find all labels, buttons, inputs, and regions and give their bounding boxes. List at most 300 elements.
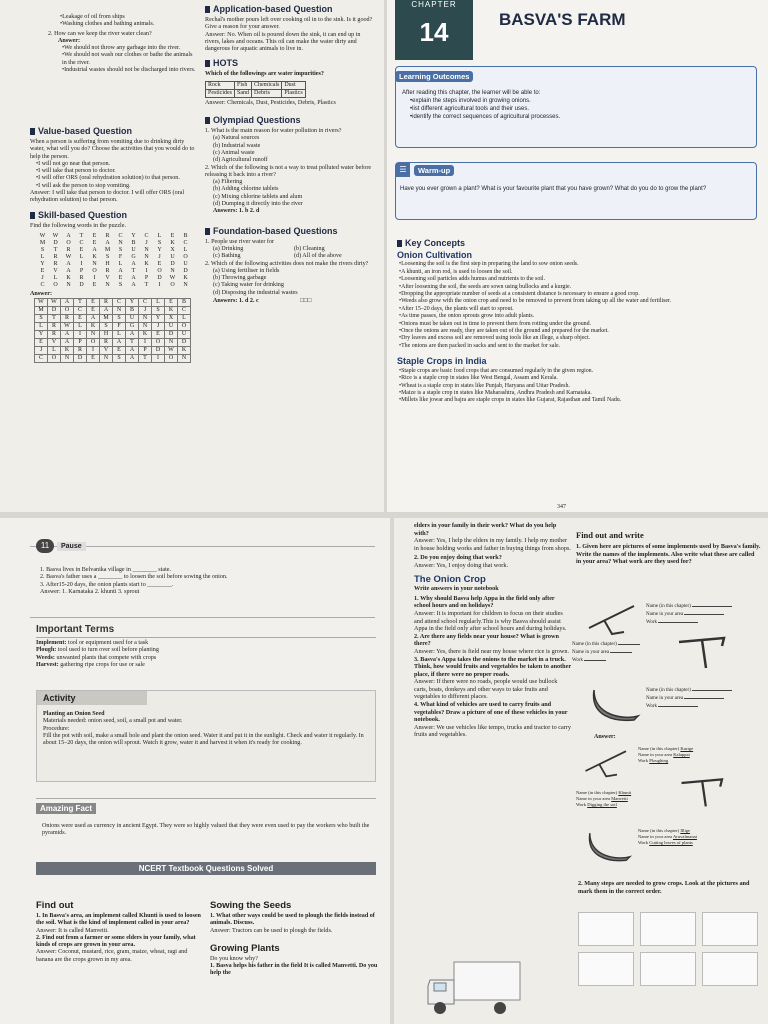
puzzle-letter: W	[52, 232, 59, 239]
puzzle-letter: G	[131, 253, 136, 260]
option: (d) Dumping it directly into the river	[213, 201, 303, 208]
list-item: • explain the steps involved in growing onions.	[410, 97, 756, 105]
list-item: • A khunti, an iron rod, is used to loosen the soil.	[399, 269, 757, 276]
top-question: elders in your family in their work? What do you help with?	[414, 522, 557, 537]
puzzle-letter: L	[118, 260, 123, 267]
puzzle-letter: X	[170, 246, 175, 253]
sowing-a1: Answer: Tractors can be used to plough the fields.	[210, 927, 333, 934]
puzzle-letter: W	[35, 299, 48, 307]
puzzle-letter: M	[104, 246, 111, 253]
puzzle-letter: P	[74, 339, 87, 347]
puzzle-letter: N	[144, 246, 149, 253]
olympiad-q2-options	[205, 179, 375, 208]
implement-labels: Name (in this chapter) Name in your area Work	[646, 602, 764, 626]
list-item: • After loosening the soil, the seeds are sown using bullocks and a kurgie.	[399, 284, 757, 291]
puzzle-letter: L	[74, 323, 87, 331]
list-item: • Once the onions are ready, they are taken out of the ground and prepared for the market.	[399, 328, 757, 335]
puzzle-letter: S	[157, 239, 162, 246]
list-item: • identify the correct sequences of agricultural processes.	[410, 113, 756, 121]
puzzle-letter: B	[178, 299, 191, 307]
br-left-column	[414, 522, 572, 739]
heading-marker-icon	[397, 240, 402, 247]
answer-label: Answer:	[30, 290, 53, 297]
sowing-q1: 1. What other ways could be used to plough the fields instead of animals. Discuss.	[210, 913, 375, 927]
pause-title: Pause	[57, 542, 86, 551]
chapter-label: CHAPTER	[411, 0, 457, 9]
activity-text: Fill the pot with soil, make a small hole and plant the onion seed. Water it and put it in the sunlight. Check and water it regularly. In about 15–20 days, the onion will sprout. Watch it grow, water it and harvest it when it's ready for cooking.	[43, 732, 364, 747]
value-section	[30, 124, 200, 363]
onion-crop-heading: The Onion Crop	[414, 573, 486, 585]
onion-q2: 2. Are there any fields near your house? What is grown there?	[414, 632, 559, 648]
puzzle-letter: G	[126, 323, 139, 331]
list-item: • Rice is a staple crop in states like West Bengal, Assam and Kerala.	[399, 375, 757, 382]
learning-outcomes-title: Learning Outcomes	[395, 71, 473, 82]
table-cell: Plastics	[282, 89, 305, 97]
puzzle-letter: K	[165, 307, 178, 315]
puzzle-row	[36, 247, 192, 254]
puzzle-letter: I	[74, 331, 87, 339]
puzzle-letter: W	[169, 274, 176, 281]
puzzle-letter: O	[152, 339, 165, 347]
puzzle-letter: L	[40, 253, 45, 260]
puzzle-letter: O	[92, 267, 97, 274]
pause-number: 11	[36, 539, 54, 553]
puzzle-letter: Y	[35, 331, 48, 339]
puzzle-letter: R	[74, 347, 87, 355]
terms-section	[36, 622, 376, 669]
onion-a4: Answer: We use vehicles like tempo, trucks and tractor to carry fruits and vegetables.	[414, 723, 571, 739]
truck-illustration	[424, 958, 524, 1020]
puzzle-letter: N	[165, 339, 178, 347]
option: (a) Natural sources	[213, 135, 260, 142]
khunti-icon	[674, 632, 734, 672]
option: (d) All of the above	[294, 253, 342, 260]
plough-icon	[584, 598, 644, 638]
heading-marker-icon	[30, 128, 35, 135]
puzzle-letter: R	[105, 267, 110, 274]
puzzle-row	[35, 307, 191, 315]
puzzle-letter: N	[61, 355, 74, 363]
value-text: When a person is suffering from vomiting due to drinking dirty water, what will you do? Choose the activities that you would do to help the person.	[30, 139, 195, 160]
puzzle-letter: A	[126, 347, 139, 355]
puzzle-letter: A	[61, 299, 74, 307]
list-item: • After 15–20 days, the plants will start to sprout.	[399, 306, 757, 313]
puzzle-letter: O	[170, 281, 175, 288]
puzzle-letter: D	[165, 331, 178, 339]
puzzle-letter: U	[126, 315, 139, 323]
option: (b) Throwing garbage	[213, 275, 267, 282]
answer-2: Answer: Yes, I enjoy doing that work.	[414, 561, 509, 569]
puzzle-letter: O	[53, 281, 58, 288]
findout-section	[36, 898, 201, 964]
list-item: • Dropping the appropriate number of seeds at a consistent distance is necessary to ensure a good crop.	[399, 291, 757, 298]
puzzle-letter: M	[39, 239, 46, 246]
puzzle-letter: H	[100, 331, 113, 339]
puzzle-letter: R	[66, 246, 71, 253]
page-bottom-left	[0, 518, 390, 1024]
puzzle-row	[35, 323, 191, 331]
key-concepts	[397, 236, 757, 405]
puzzle-letter: E	[40, 267, 45, 274]
fact-text: Onions were used as currency in ancient Egypt. They were so highly valued that they were even used to pay the workers who built the pyramids.	[42, 823, 370, 837]
onion-crop-sub: Write answers in your notebook	[414, 585, 499, 593]
puzzle-letter: V	[105, 274, 110, 281]
list-item: • Staple crops are basic food crops that are consumed regularly in the given region.	[399, 368, 757, 375]
puzzle-letter: Y	[157, 246, 162, 253]
puzzle-letter: N	[118, 239, 123, 246]
puzzle-letter: A	[100, 307, 113, 315]
puzzle-letter: R	[79, 274, 84, 281]
list-item: • The onions are then packed in sacks and sent to the market for sale.	[399, 343, 757, 350]
app-text: Rechal's mother pours left over cooking oil in to the sink. Is it good? Give a reason for your answer.	[205, 17, 373, 31]
list-item: • Millets like jowar and bajra are staple crops in states like Gujarat, Rajasthan and Tamil Nadu.	[399, 397, 757, 404]
puzzle-letter: Y	[152, 315, 165, 323]
puzzle-letter: R	[48, 331, 61, 339]
puzzle-letter: P	[79, 267, 84, 274]
puzzle-letter: J	[158, 253, 161, 260]
puzzle-letter: J	[41, 274, 44, 281]
puzzle-letter: Y	[40, 260, 45, 267]
activity-box	[36, 690, 376, 782]
puzzle-row	[35, 315, 191, 323]
puzzle-letter: C	[183, 239, 188, 246]
puzzle-letter: E	[118, 274, 123, 281]
findout-q2: 2. Find out from a farmer or some elders in your family, what kinds of crops are grown in your area.	[36, 934, 196, 949]
puzzle-letter: O	[157, 267, 162, 274]
puzzle-letter: S	[152, 307, 165, 315]
option: (b) Cleaning	[294, 245, 325, 252]
option: (b) Adding chlorine tablets	[213, 186, 279, 193]
pause-item: 1. Basva lives in Belvanika village in ________ state.	[40, 567, 171, 573]
puzzle-letter: P	[139, 347, 152, 355]
puzzle-letter: A	[66, 232, 71, 239]
implements-question	[572, 598, 764, 738]
answer-row: Name (in this chapter) Khunti Name in your area Manvetti Work Digging the soil	[576, 790, 632, 807]
puzzle-letter: O	[66, 239, 71, 246]
warmup-box	[395, 162, 757, 220]
puzzle-letter: N	[170, 267, 175, 274]
puzzle-letter: C	[118, 232, 123, 239]
puzzle-letter: B	[131, 239, 136, 246]
answer-row: Name (in this chapter) Kurige Name in your area Kalappai Work Ploughing	[638, 746, 694, 763]
puzzle-letter: R	[61, 315, 74, 323]
question-2: 2. How can we keep the river water clean?	[48, 30, 152, 37]
olympiad-q2: 2. Which of the following is not a way to treat polluted water before releasing it back into a river?	[205, 164, 372, 178]
puzzle-letter: J	[139, 307, 152, 315]
value-heading: Value-based Question	[30, 126, 200, 137]
list-item: • Washing clothes and bathing animals.	[60, 21, 196, 28]
onion-q1: 1. Why should Basva help Appa in the field only after school hours and on holidays?	[414, 594, 555, 610]
puzzle-letter: S	[35, 315, 48, 323]
list-item: • Onions must be taken out in time to prevent them from rotting under the ground.	[399, 321, 757, 328]
puzzle-letter: B	[126, 307, 139, 315]
puzzle-row	[35, 355, 191, 363]
puzzle-letter: E	[152, 331, 165, 339]
puzzle-letter: D	[79, 281, 84, 288]
findout-q1: 1. In Basva's area, an implement called Khunti is used to loosen the soil. What is the kind of implement called in your area?	[36, 913, 201, 927]
list-item: • Dry leaves and excess soil are removed using tools like an illege, a sharp object.	[399, 335, 757, 342]
option: (a) Drinking	[213, 245, 244, 252]
step-picture	[640, 952, 696, 986]
puzzle-letter: S	[113, 355, 126, 363]
puzzle-letter: E	[165, 299, 178, 307]
puzzle-letter: S	[118, 281, 123, 288]
puzzle-row	[36, 275, 192, 282]
list-item: • I will ask the person to stop vomiting.	[36, 183, 200, 190]
puzzle-letter: K	[92, 253, 97, 260]
step-picture	[578, 912, 634, 946]
activity-title: Activity	[37, 691, 147, 705]
onion-q4: 4. What kind of vehicles are used to carry fruits and vegetables? Draw a picture of one of these vehicles in your notebook.	[414, 701, 568, 724]
puzzle-letter: N	[66, 281, 71, 288]
puzzle-letter: B	[183, 232, 188, 239]
puzzle-letter: E	[92, 281, 97, 288]
puzzle-row	[36, 282, 192, 289]
sickle-icon	[584, 680, 644, 724]
pause-box	[30, 541, 375, 618]
option: (d) Agricultural runoff	[213, 157, 268, 164]
puzzle-row	[35, 299, 191, 307]
findwrite-q2: 2. Many steps are needed to grow crops. Look at the pictures and mark them in the correct order.	[578, 880, 750, 895]
puzzle-letter: I	[139, 339, 152, 347]
puzzle-letter: V	[48, 339, 61, 347]
puzzle-letter: W	[61, 323, 74, 331]
puzzle-letter: L	[48, 347, 61, 355]
question-2: 2. Do you enjoy doing that work?	[414, 554, 502, 562]
khunti-icon	[676, 774, 732, 810]
term-row: Weeds: unwanted plants that compete with crops	[36, 654, 157, 661]
puzzle-letter: S	[40, 246, 45, 253]
puzzle-letter: N	[144, 253, 149, 260]
app-answer: Answer: No. When oil is poured down the sink, it can end up in rivers, lakes and oceans. This oil can make the water dirty and dangerous for aquatic animals to live in.	[205, 31, 361, 53]
pause-answer: Answer: 1. Karnataka 2. khunti 3. sprout	[40, 588, 140, 595]
onion-a3: Answer: If there were no roads, people would use bullock carts, boats, donkeys and other ways to take fruits and vegetables to different places.	[414, 678, 558, 701]
list-item: • I will not go near that person.	[36, 161, 200, 168]
hots-answer: Answer: Chemicals, Dust, Pesticides, Debris, Plastics	[205, 99, 336, 106]
list-item: • Loosening the soil is the first step in preparing the land to sow onion seeds.	[399, 261, 757, 268]
puzzle-letter: E	[79, 246, 84, 253]
puzzle-letter: I	[87, 347, 100, 355]
activity-subtitle: Planting an Onion Seed	[43, 711, 105, 717]
puzzle-letter: U	[165, 323, 178, 331]
step-picture	[640, 912, 696, 946]
hots-table	[205, 81, 306, 98]
puzzle-letter: C	[40, 281, 45, 288]
pollution-list	[48, 14, 196, 29]
heading-marker-icon	[205, 60, 210, 67]
puzzle-letter: X	[165, 315, 178, 323]
q2-answer-list	[48, 45, 196, 74]
puzzle-letter: C	[113, 299, 126, 307]
findout-a1: Answer: It is called Manvetti.	[36, 927, 109, 934]
puzzle-letter: J	[35, 347, 48, 355]
foundation-q2-options	[205, 268, 375, 297]
puzzle-letter: C	[79, 239, 84, 246]
olympiad-answers: Answers: 1. b 2. d	[213, 208, 260, 215]
puzzle-letter: W	[48, 299, 61, 307]
puzzle-letter: E	[35, 339, 48, 347]
plough-icon	[580, 744, 636, 780]
fact-title: Amazing Fact	[36, 803, 96, 814]
puzzle-letter: A	[118, 267, 123, 274]
list-item: • We should not throw any garbage into the river.	[62, 45, 196, 52]
puzzle-letter: D	[74, 355, 87, 363]
terms-heading: Important Terms	[36, 624, 376, 638]
puzzle-letter: I	[93, 274, 96, 281]
page-number: 347	[557, 504, 566, 510]
puzzle-letter: E	[170, 232, 175, 239]
findout-a2: Answer: Coconut, mustard, rice, gram, maize, wheat, ragi and banana are the crops grown in my area.	[36, 949, 188, 963]
puzzle-letter: R	[105, 232, 110, 239]
word-puzzle	[36, 233, 192, 289]
puzzle-letter: U	[170, 253, 175, 260]
foundation-answers: Answers: 1. d 2. c □□□	[213, 297, 312, 305]
list-item: • list different agricultural tools and their uses.	[410, 105, 756, 113]
puzzle-letter: E	[92, 239, 97, 246]
list-item: • Wheat is a staple crop in states like Punjab, Haryana and Uttar Pradesh.	[399, 383, 757, 390]
chapter-title: BASVA'S FARM	[499, 10, 626, 29]
table-cell: Fish	[235, 81, 252, 89]
activity-content	[43, 711, 373, 747]
onion-heading: Onion Cultivation	[397, 250, 472, 260]
answer-row: Name (in this chapter) Illige Name in your area Aruvalmanai Work Cutting leaves of plants	[638, 828, 697, 845]
list-item: • Loosening soil particles adds humus and nutrients to the soil.	[399, 276, 757, 283]
puzzle-letter: N	[87, 331, 100, 339]
puzzle-letter: A	[105, 239, 110, 246]
puzzle-letter: W	[65, 253, 72, 260]
puzzle-letter: I	[80, 260, 83, 267]
findwrite-section	[576, 528, 761, 566]
puzzle-letter: K	[183, 274, 188, 281]
puzzle-letter: A	[66, 267, 71, 274]
value-answer: Answer: I will take that person to doctor. I will offer ORS (oral rehydration solution) to that person.	[30, 190, 185, 204]
puzzle-row	[36, 268, 192, 275]
pause-header	[36, 539, 86, 553]
sowing-heading: Sowing the Seeds	[210, 900, 292, 911]
puzzle-letter: W	[165, 347, 178, 355]
option: (c) Bathing	[213, 253, 241, 260]
puzzle-letter: V	[53, 267, 58, 274]
puzzle-letter: L	[53, 274, 58, 281]
puzzle-letter: K	[66, 274, 71, 281]
pause-item: 2. Basva's father uses a ________ to loosen the soil before sowing the onion.	[40, 574, 228, 581]
puzzle-letter: U	[178, 331, 191, 339]
puzzle-letter: E	[87, 355, 100, 363]
onion-q3: 3. Basva's Appa takes the onions to the market in a truck. Think, how would fruits and vegetables be taken to another place, if there were no proper roads.	[414, 655, 572, 678]
puzzle-letter: T	[126, 339, 139, 347]
olympiad-q1-options	[205, 135, 375, 164]
implements-answer	[576, 744, 764, 894]
skill-heading: Skill-based Question	[30, 210, 200, 221]
puzzle-letter: L	[178, 315, 191, 323]
puzzle-letter: D	[152, 347, 165, 355]
page-top-right	[387, 0, 768, 512]
growing-heading: Growing Plants	[210, 942, 280, 954]
implement-labels: Name (in this chapter) Name in your area Work	[572, 640, 672, 664]
puzzle-letter: C	[139, 299, 152, 307]
sickle-icon	[580, 824, 636, 864]
puzzle-letter: O	[61, 307, 74, 315]
list-item: • I will offer ORS (oral rehydration solution) to that person.	[36, 175, 200, 182]
puzzle-letter: D	[183, 267, 188, 274]
puzzle-letter: U	[131, 246, 136, 253]
puzzle-letter: L	[152, 299, 165, 307]
puzzle-letter: A	[113, 339, 126, 347]
puzzle-letter: N	[100, 355, 113, 363]
option: (a) Using fertiliser in fields	[213, 267, 280, 274]
activity-materials: Materials needed: onion seed, soil, a small pot and water.	[43, 718, 183, 725]
option: (c) Taking water for drinking	[213, 282, 284, 289]
puzzle-letter: D	[53, 239, 58, 246]
heading-marker-icon	[205, 228, 210, 235]
puzzle-letter: T	[131, 267, 136, 274]
puzzle-letter: A	[92, 246, 97, 253]
onion-a1: Answer: It is important for children to focus on their studies and attend school regularly.This is why Basva should assist Appa in the field only after school hours and during holidays.	[414, 609, 567, 633]
puzzle-letter: C	[178, 307, 191, 315]
puzzle-letter: A	[61, 331, 74, 339]
table-cell: Dust	[282, 81, 305, 89]
chapter-number: 14	[419, 17, 449, 47]
warmup-header	[396, 163, 756, 177]
puzzle-letter: L	[35, 323, 48, 331]
term-row: Plough: tool used to turn over soil before planting	[36, 647, 159, 654]
puzzle-letter: K	[61, 347, 74, 355]
puzzle-letter: D	[157, 274, 162, 281]
puzzle-letter: J	[145, 239, 148, 246]
puzzle-row	[36, 233, 192, 240]
puzzle-letter: T	[74, 299, 87, 307]
puzzle-letter: J	[152, 323, 165, 331]
puzzle-letter: S	[113, 315, 126, 323]
list-item: • As time passes, the onion sprouts grow into adult plants.	[399, 313, 757, 320]
activity-procedure-label: Procedure:	[43, 725, 70, 732]
list-item: • Maize is a staple crop in states like Maharashtra, Andhra Pradesh and Karnataka.	[399, 390, 757, 397]
puzzle-row	[35, 331, 191, 339]
puzzle-letter: N	[113, 307, 126, 315]
chapter-badge	[395, 0, 473, 60]
puzzle-letter: R	[100, 339, 113, 347]
puzzle-letter: S	[100, 323, 113, 331]
puzzle-letter: N	[105, 281, 110, 288]
findout-heading: Find out	[36, 900, 74, 911]
puzzle-letter: V	[100, 347, 113, 355]
puzzle-letter: D	[170, 260, 175, 267]
puzzle-letter: W	[39, 232, 46, 239]
puzzle-letter: N	[178, 355, 191, 363]
table-cell: Rock	[206, 81, 235, 89]
olympiad-heading: Olympiad Questions	[205, 115, 375, 126]
answer-label: Answer:	[58, 37, 81, 44]
list-item: • We should not wash our clothes or bathe the animals in the river.	[62, 52, 196, 67]
pause-item: 3. After15-20 days, the onion plants start to ________.	[40, 581, 174, 588]
staple-list	[397, 368, 757, 405]
puzzle-letter: O	[178, 323, 191, 331]
puzzle-letter: K	[170, 239, 175, 246]
page-bottom-right	[394, 518, 768, 1024]
list-item: • I will take that person to doctor.	[36, 168, 200, 175]
puzzle-letter: E	[92, 232, 97, 239]
puzzle-letter: H	[105, 260, 110, 267]
puzzle-letter: T	[79, 232, 84, 239]
puzzle-letter: O	[183, 253, 188, 260]
puzzle-letter: C	[35, 355, 48, 363]
end-marker-icon: □□□	[300, 297, 312, 305]
puzzle-letter: R	[53, 253, 58, 260]
puzzle-letter: A	[131, 274, 136, 281]
list-item: • Weeds also grow with the onion crop and need to be removed to prevent from taking up all the water and fertiliser.	[399, 298, 757, 305]
onion-a2: Answer: Yes, there is field near my house where rice is grown.	[414, 647, 569, 655]
puzzle-row	[35, 339, 191, 347]
